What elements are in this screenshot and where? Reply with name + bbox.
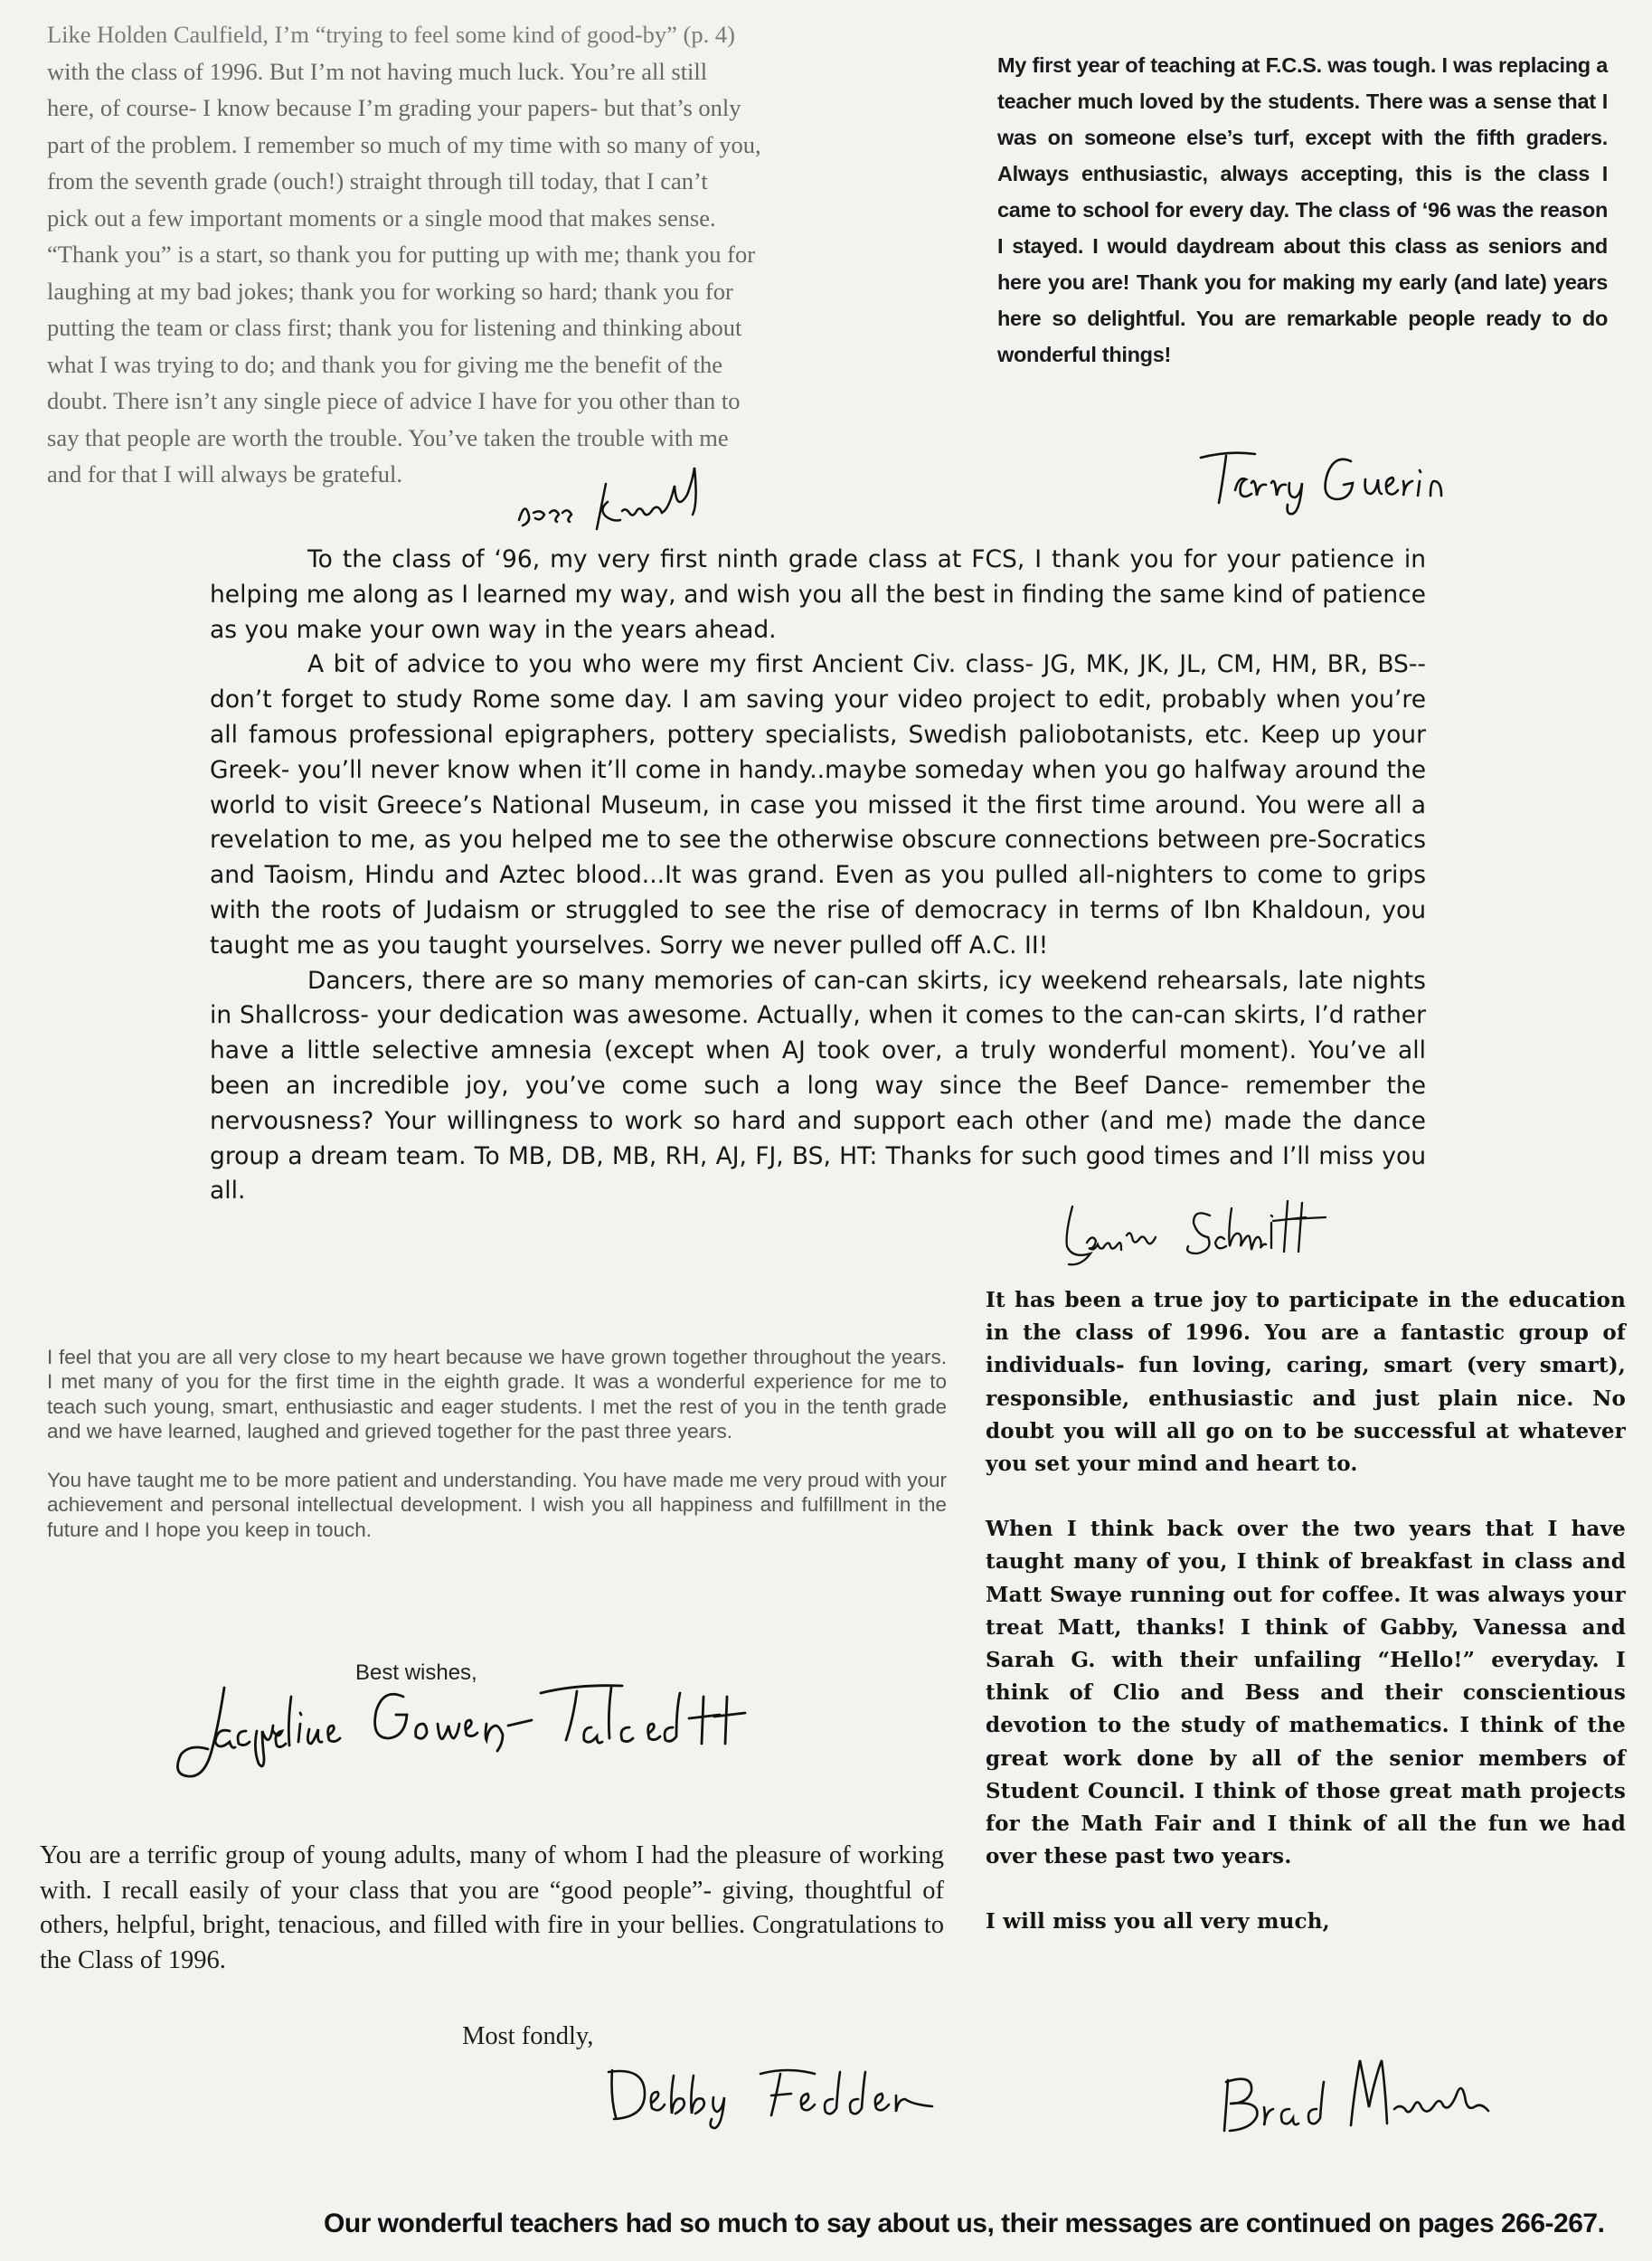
- text-line: pick out a few important moments or a single mood that makes sense.: [47, 203, 716, 232]
- footer-continued-note: Our wonderful teachers had so much to say about us, their messages are continued on pages 266-267.: [324, 2209, 1605, 2238]
- signature-brad-morris: [1213, 2044, 1539, 2143]
- paragraph: You have taught me to be more patient and understanding. You have made me very proud with your achievement and personal intellectual development. I wish you all happiness and fulfillment in the future and I hope you keep in touch.: [47, 1469, 947, 1541]
- text-line: part of the problem. I remember so much of my time with so many of you,: [47, 130, 761, 158]
- paragraph: It has been a true joy to participate in the education in the class of 1996. You are a fantastic group of individuals- fun loving, caring, smart (very smart), responsible, enthusiastic and just plain nice. No doubt you will all go on to be successful at whatever you set your mind and heart to.: [986, 1288, 1626, 1477]
- signature-jacqueline: [161, 1660, 830, 1796]
- laurie-schmitt-message: [210, 543, 1426, 1209]
- paragraph: To the class of ‘96, my very first ninth grade class at FCS, I thank you for your patience in helping me along as I learned my way, and wish you all the best in finding the same kind of patience as you make your own way in the years ahead.: [210, 545, 1426, 644]
- text-line: with the class of 1996. But I’m not having much luck. You’re all still: [47, 57, 708, 85]
- text-line: laughing at my bad jokes; thank you for working so hard; thank you for: [47, 277, 733, 305]
- message-text: My first year of teaching at F.C.S. was tough. I was replacing a teacher much loved by the students. There was a sense that I was on someone else’s turf, except with the fifth graders. Always enthusiastic, always accepting, this is the class I came to school for every day. The class of ‘96 was the reason I stayed. I would daydream about this class as seniors and here you are! Thank you for making my early (and late) years here so delightful. You are remarkable people ready to do wonderful things!: [997, 53, 1608, 366]
- text-line: from the seventh grade (ouch!) straight through till today, that I can’t: [47, 167, 708, 194]
- debby-fedder-message: [40, 1839, 944, 1978]
- paragraph: I will miss you all very much,: [986, 1909, 1330, 1935]
- signature-debby-fedder: [601, 2058, 945, 2139]
- closing-most-fondly: Most fondly,: [462, 2022, 594, 2050]
- brad-morris-message: [986, 1284, 1626, 1972]
- paragraph: I feel that you are all very close to my heart because we have grown together throughout the years. I met many of you for the first time in the eighth grade. It was a wonderful experience for me to teach such young, smart, enthusiastic and eager students. I met the rest of you in the tenth grade and we have learned, laughed and grieved together for the past three years.: [47, 1346, 947, 1443]
- text-line: Like Holden Caulfield, I’m “trying to feel some kind of good-by” (p. 4): [47, 21, 735, 48]
- signature-laurie-schmitt: [1056, 1196, 1382, 1282]
- text-line: what I was trying to do; and thank you for giving me the benefit of the: [47, 350, 722, 378]
- text-line: “Thank you” is a start, so thank you for putting up with me; thank you for: [47, 241, 756, 268]
- signature-terry-guerin: [1195, 441, 1467, 523]
- jacqueline-message: [47, 1345, 947, 1566]
- text-line: putting the team or class first; thank you for listening and thinking about: [47, 314, 742, 341]
- paragraph: Dancers, there are so many memories of can-can skirts, icy weekend rehearsals, late nights in Shallcross- your dedication was awesome. Actually, when it comes to the can-can skirts, I’d rather have a little selective amnesia (except when AJ took over, a truly wonderful moment). You’ve all been an incredible joy, you’ve come such a long way since the Beef Dance- remember the nervousness? Your willingness to work so hard and support each other (and me) made the dance group a dream team. To MB, DB, MB, RH, AJ, FJ, BS, HT: Thanks for such good times and I’ll miss you all.: [210, 966, 1426, 1206]
- text-line: doubt. There isn’t any single piece of advice I have for you other than to: [47, 387, 741, 414]
- closing-best-wishes: Best wishes,: [355, 1660, 477, 1685]
- paragraph: When I think back over the two years that I have taught many of you, I think of breakfast in class and Matt Swaye running out for coffee. It was always your treat Matt, thanks! I think of Gabby, Vanessa and Sarah G. with their unfailing “Hello!” everyday. I think of Clio and Bess and their conscientious devotion to the study of mathematics. I think of the great work done by all of the senior members of Student Council. I think of those great math projects for the Math Fair and I think of all the fun we had over these past two years.: [986, 1517, 1626, 1869]
- paragraph: A bit of advice to you who were my first Ancient Civ. class- JG, MK, JK, JL, CM, HM, BR, BS--don’t forget to study Rome some day. I am saving your video project to edit, probably when you’re all famous professional epigraphers, pottery specialists, Swedish paliobotanists, etc. Keep up your Greek- you’ll never know when it’ll come in handy..maybe someday when you go halfway around the world to visit Greece’s National Museum, in case you missed it the first time around. You were all a revelation to me, as you helped me to see the otherwise obscure connections between pre-Socratics and Taoism, Hindu and Aztec blood...It was grand. Even as you pulled all-nighters to come to grips with the roots of Judaism or struggled to see the rise of democracy in terms of Ibn Khaldoun, you taught me as you taught yourselves. Sorry we never pulled off A.C. II!: [210, 650, 1426, 960]
- holden-caulfield-message: [47, 16, 915, 493]
- text-line: here, of course- I know because I’m grading your papers- but that’s only: [47, 94, 741, 121]
- signature-bass-kennedy: [506, 457, 769, 547]
- terry-guerin-message: [997, 47, 1608, 373]
- text-line: say that people are worth the trouble. You’ve taken the trouble with me: [47, 423, 729, 451]
- message-text: You are a terrific group of young adults, many of whom I had the pleasure of working with. I recall easily of your class that you are “good people”- giving, thoughtful of others, helpful, bright, tenacious, and filled with fire in your bellies. Congratulations to the Class of 1996.: [40, 1841, 944, 1974]
- text-line: and for that I will always be grateful.: [47, 460, 402, 487]
